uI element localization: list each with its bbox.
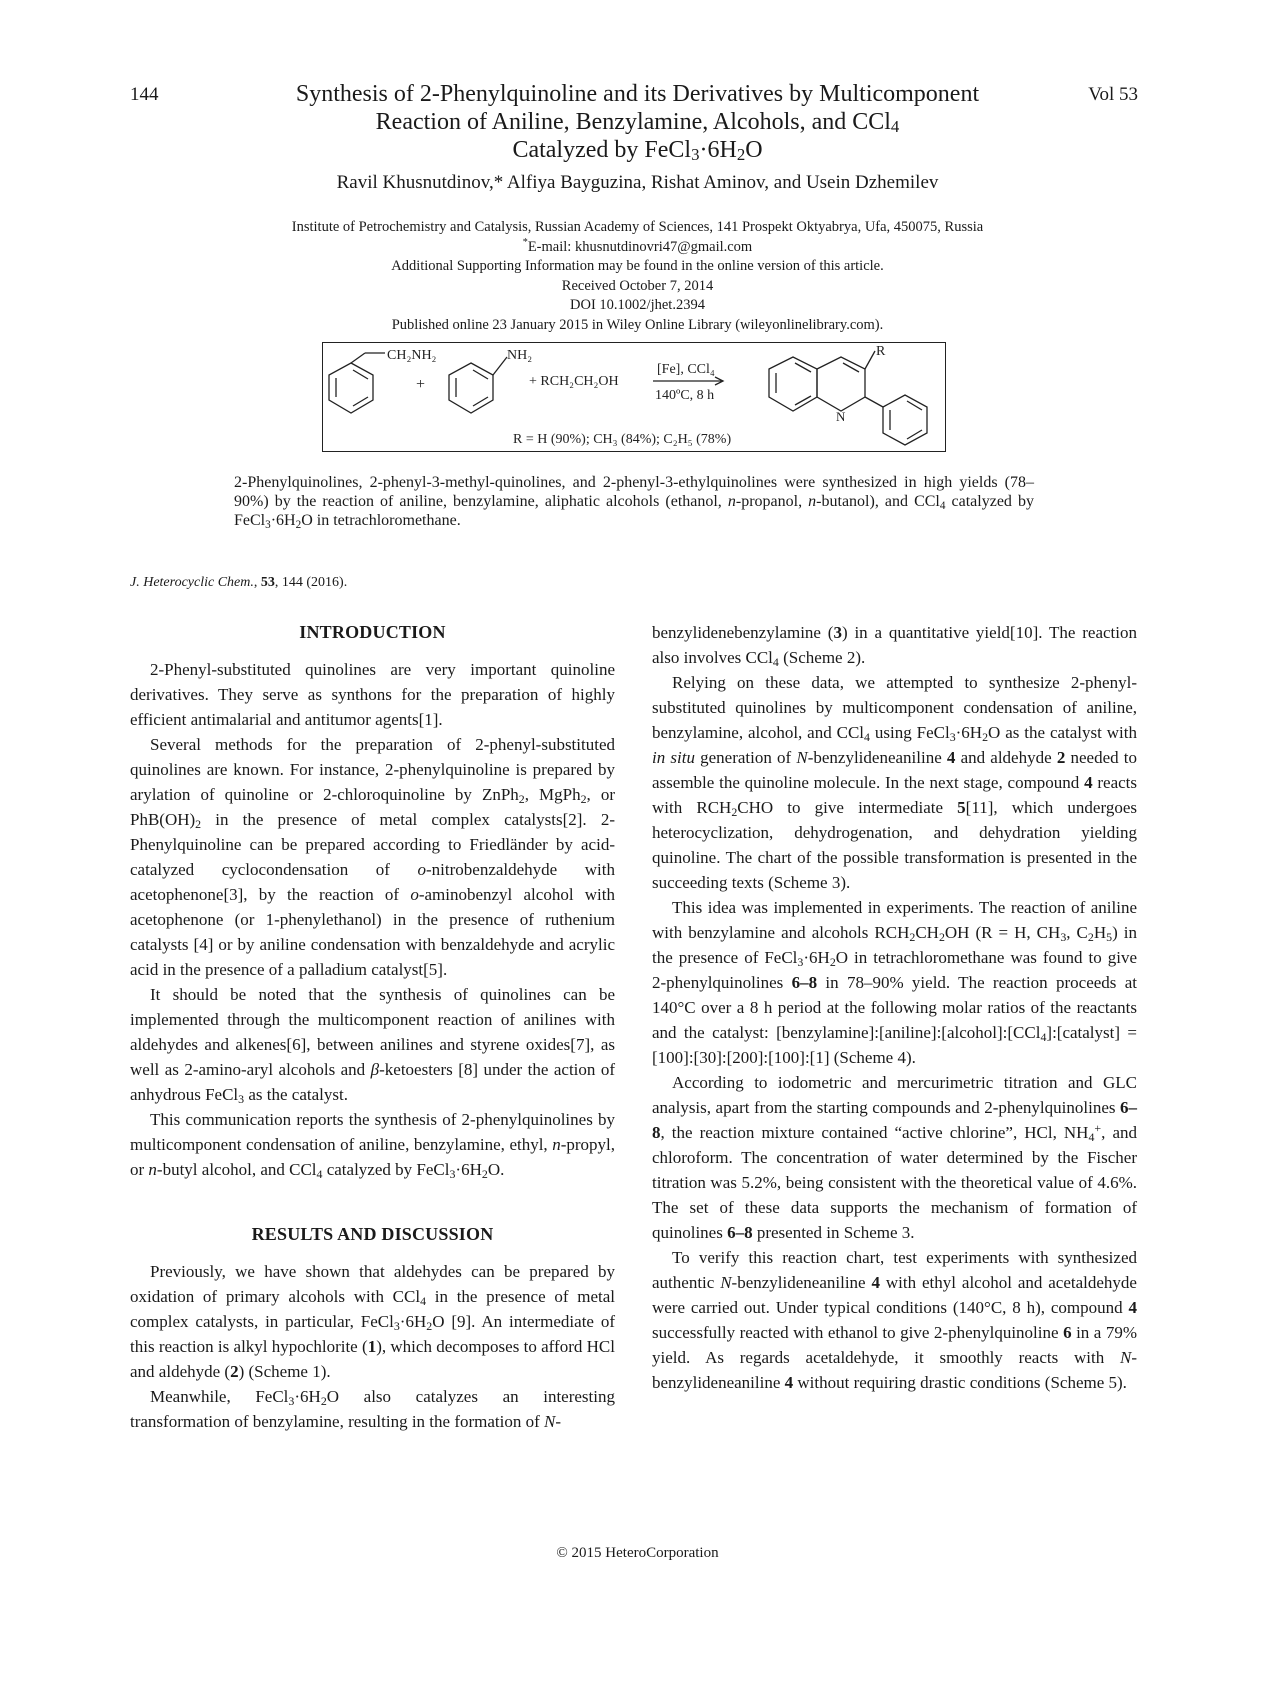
journal-citation: J. Heterocyclic Chem., 53, 144 (2016). [130, 575, 348, 590]
supporting-info: Additional Supporting Information may be found in the online version of this article. [391, 258, 884, 274]
paragraph: Previously, we have shown that aldehydes can be prepared by oxidation of primary alcohols with CCl$_4$ in the presence of metal complex catalysts, in particular, $FeCl_3\cdot 6H_2O$ [9]. An intermediate of this reaction is alkyl hypochlorite (1), which decomposes to afford HCl and aldehyde (2) (Scheme 1). [130, 1262, 616, 1381]
benzene-ring-aniline [449, 357, 507, 413]
quinoline-structure [769, 351, 927, 445]
title-line-3: Catalyzed by $FeCl_3\cdot 6H_2O$ [512, 137, 763, 164]
scheme-nitrogen: N [836, 409, 846, 424]
paragraph: Relying on these data, we attempted to synthesize 2-phenyl-substituted quinolines by multicomponent condensation of aniline, benzylamine, alcohol, and CCl$_4$ using $FeCl_3\cdot 6H_2O$ as the catalyst with in situ generation of N-benzylideneaniline 4 and aldehyde 2 needed to assemble the quinoline molecule. In the next stage, compound 4 reacts with $RCH_2CHO$ to give intermediate 5[11], which undergoes heterocyclization, dehydrogenation, and dehydration yielding quinoline. The chart of the possible transformation is presented in the succeeding texts (Scheme 3). [652, 673, 1138, 892]
abstract: 2-Phenylquinolines, 2-phenyl-3-methyl-quinolines, and 2-phenyl-3-ethylquinolines were synthesized in high yields (78–90%) by the reaction of aniline, benzylamine, aliphatic alcohols (ethanol, n-propanol, n-butanol), and CCl$_4$ catalyzed by $FeCl_3\cdot 6H_2O$ in tetrachloromethane. [234, 474, 1034, 531]
scheme-conditions: 140ºC, 8 h [655, 388, 715, 403]
email: *E-mail: khusnutdinovri47@gmail.com [522, 236, 753, 255]
title-line-2: Reaction of Aniline, Benzylamine, Alcohols, and CCl$_4$ [375, 109, 900, 136]
scheme-alcohol: + RCH₂CH₂OH [529, 374, 619, 389]
scheme-catalyst: [Fe], CCl₄ [657, 362, 715, 377]
author-list: Ravil Khusnutdinov,* Alfiya Bayguzina, Rishat Aminov, and Usein Dzhemilev [336, 172, 939, 193]
paragraph: To verify this reaction chart, test experiments with synthesized authentic N-benzylideneaniline 4 with ethyl alcohol and acetaldehyde were carried out. Under typical conditions (140°C, 8 h), compound 4 successfully reacted with ethanol to give 2-phenylquinoline 6 in a 79% yield. As regards acetaldehyde, it smoothly reacts with N-benzylideneaniline 4 without requiring drastic conditions (Scheme 5). [652, 1248, 1137, 1392]
received-date: Received October 7, 2014 [561, 277, 714, 294]
scheme-reagent-benzylamine: CH₂NH₂ [387, 348, 437, 363]
benzene-ring-benzylamine [329, 353, 385, 413]
paragraph: Several methods for the preparation of 2-phenyl-substituted quinolines are known. For instance, 2-phenylquinoline is prepared by arylation of quinoline or 2-chloroquinoline by ZnPh$_2$, MgPh$_2$, or $PhB(OH)_2$ in the presence of metal complex catalysts[2]. 2-Phenylquinoline can be prepared according to Friedländer by acid-catalyzed cyclocondensation of o-nitrobenzaldehyde with acetophenone[3], by the reaction of o-aminobenzyl alcohol with acetophenone (or 1-phenylethanol) in the presence of ruthenium catalysts [4] or by aniline condensation with benzaldehyde and acrylic acid in the presence of a palladium catalyst[5]. [130, 735, 615, 979]
paragraph: According to iodometric and mercurimetric titration and GLC analysis, apart from the starting compounds and 2-phenylquinolines 6–8, the reaction mixture contained “active chlorine”, HCl, $NH_4^+$, and chloroform. The concentration of water determined by the Fischer titration was 5.2%, being consistent with the theoretical value of 4.6%. The set of these data supports the mechanism of formation of quinolines 6–8 presented in Scheme 3. [652, 1073, 1137, 1242]
graphical-abstract-scheme [322, 342, 946, 452]
scheme-yields: R = H (90%); CH₃ (84%); C₂H₅ (78%) [513, 432, 732, 447]
paragraph: benzylidenebenzylamine (3) in a quantitative yield[10]. The reaction also involves CCl$_4$ (Scheme 2). [652, 623, 1137, 669]
paragraph: It should be noted that the synthesis of quinolines can be implemented through the multicomponent reaction of anilines with aldehydes and alkenes[6], between anilines and styrene oxides[7], as well as 2-amino-aryl alcohols and β-ketoesters [8] under the action of anhydrous FeCl$_3$ as the catalyst. [130, 985, 615, 1106]
published-date: Published online 23 January 2015 in Wiley Online Library (wileyonlinelibrary.com). [391, 316, 884, 333]
article-title [240, 80, 1035, 164]
right-column [652, 620, 1137, 1395]
paragraph: 2-Phenyl-substituted quinolines are very important quinoline derivatives. They serve as synthons for the preparation of highly efficient antimalarial and antitumor agents[1]. [130, 660, 615, 729]
doi: DOI 10.1002/jhet.2394 [570, 297, 705, 313]
results-heading: RESULTS AND DISCUSSION [251, 1224, 494, 1244]
intro-heading: INTRODUCTION [299, 622, 446, 642]
scheme-plus: + [416, 376, 426, 393]
scheme-r-group: R [876, 344, 886, 359]
copyright-footer: © 2015 HeteroCorporation [556, 1545, 719, 1561]
left-column [130, 620, 615, 1434]
affiliation: Institute of Petrochemistry and Catalysis, Russian Academy of Sciences, 141 Prospekt Oktyabrya, Ufa, 450075, Russia [291, 219, 984, 235]
scheme-reagent-aniline: NH₂ [507, 348, 533, 363]
volume-label: Vol 53 [1088, 84, 1138, 105]
reaction-arrow [653, 377, 723, 385]
paragraph: This idea was implemented in experiments. The reaction of aniline with benzylamine and alcohols $RCH_2CH_2OH$ (R = H, $CH_3$, $C_2H_5$) in the presence of $FeCl_3\cdot 6H_2O$ in tetrachloromethane was found to give 2-phenylquinolines 6–8 in 78–90% yield. The reaction proceeds at 140°C over a 8 h period at the following molar ratios of the reactants and the catalyst: [benzylamine]:[aniline]:[alcohol]:[CCl$_4$]:[catalyst] = [100]:[30]:[200]:[100]:[1] (Scheme 4). [652, 898, 1138, 1067]
title-line-1: Synthesis of 2-Phenylquinoline and its Derivatives by Multicomponent [295, 81, 980, 107]
page-number: 144 [130, 84, 159, 105]
paragraph: This communication reports the synthesis of 2-phenylquinolines by multicomponent condensation of aniline, benzylamine, ethyl, n-propyl, or n-butyl alcohol, and CCl$_4$ catalyzed by $FeCl_3\cdot 6H_2O$. [130, 1110, 615, 1181]
paragraph: Meanwhile, $FeCl_3\cdot 6H_2O$ also catalyzes an interesting transformation of benzylamine, resulting in the formation of N- [130, 1387, 615, 1431]
front-matter [0, 218, 1275, 335]
